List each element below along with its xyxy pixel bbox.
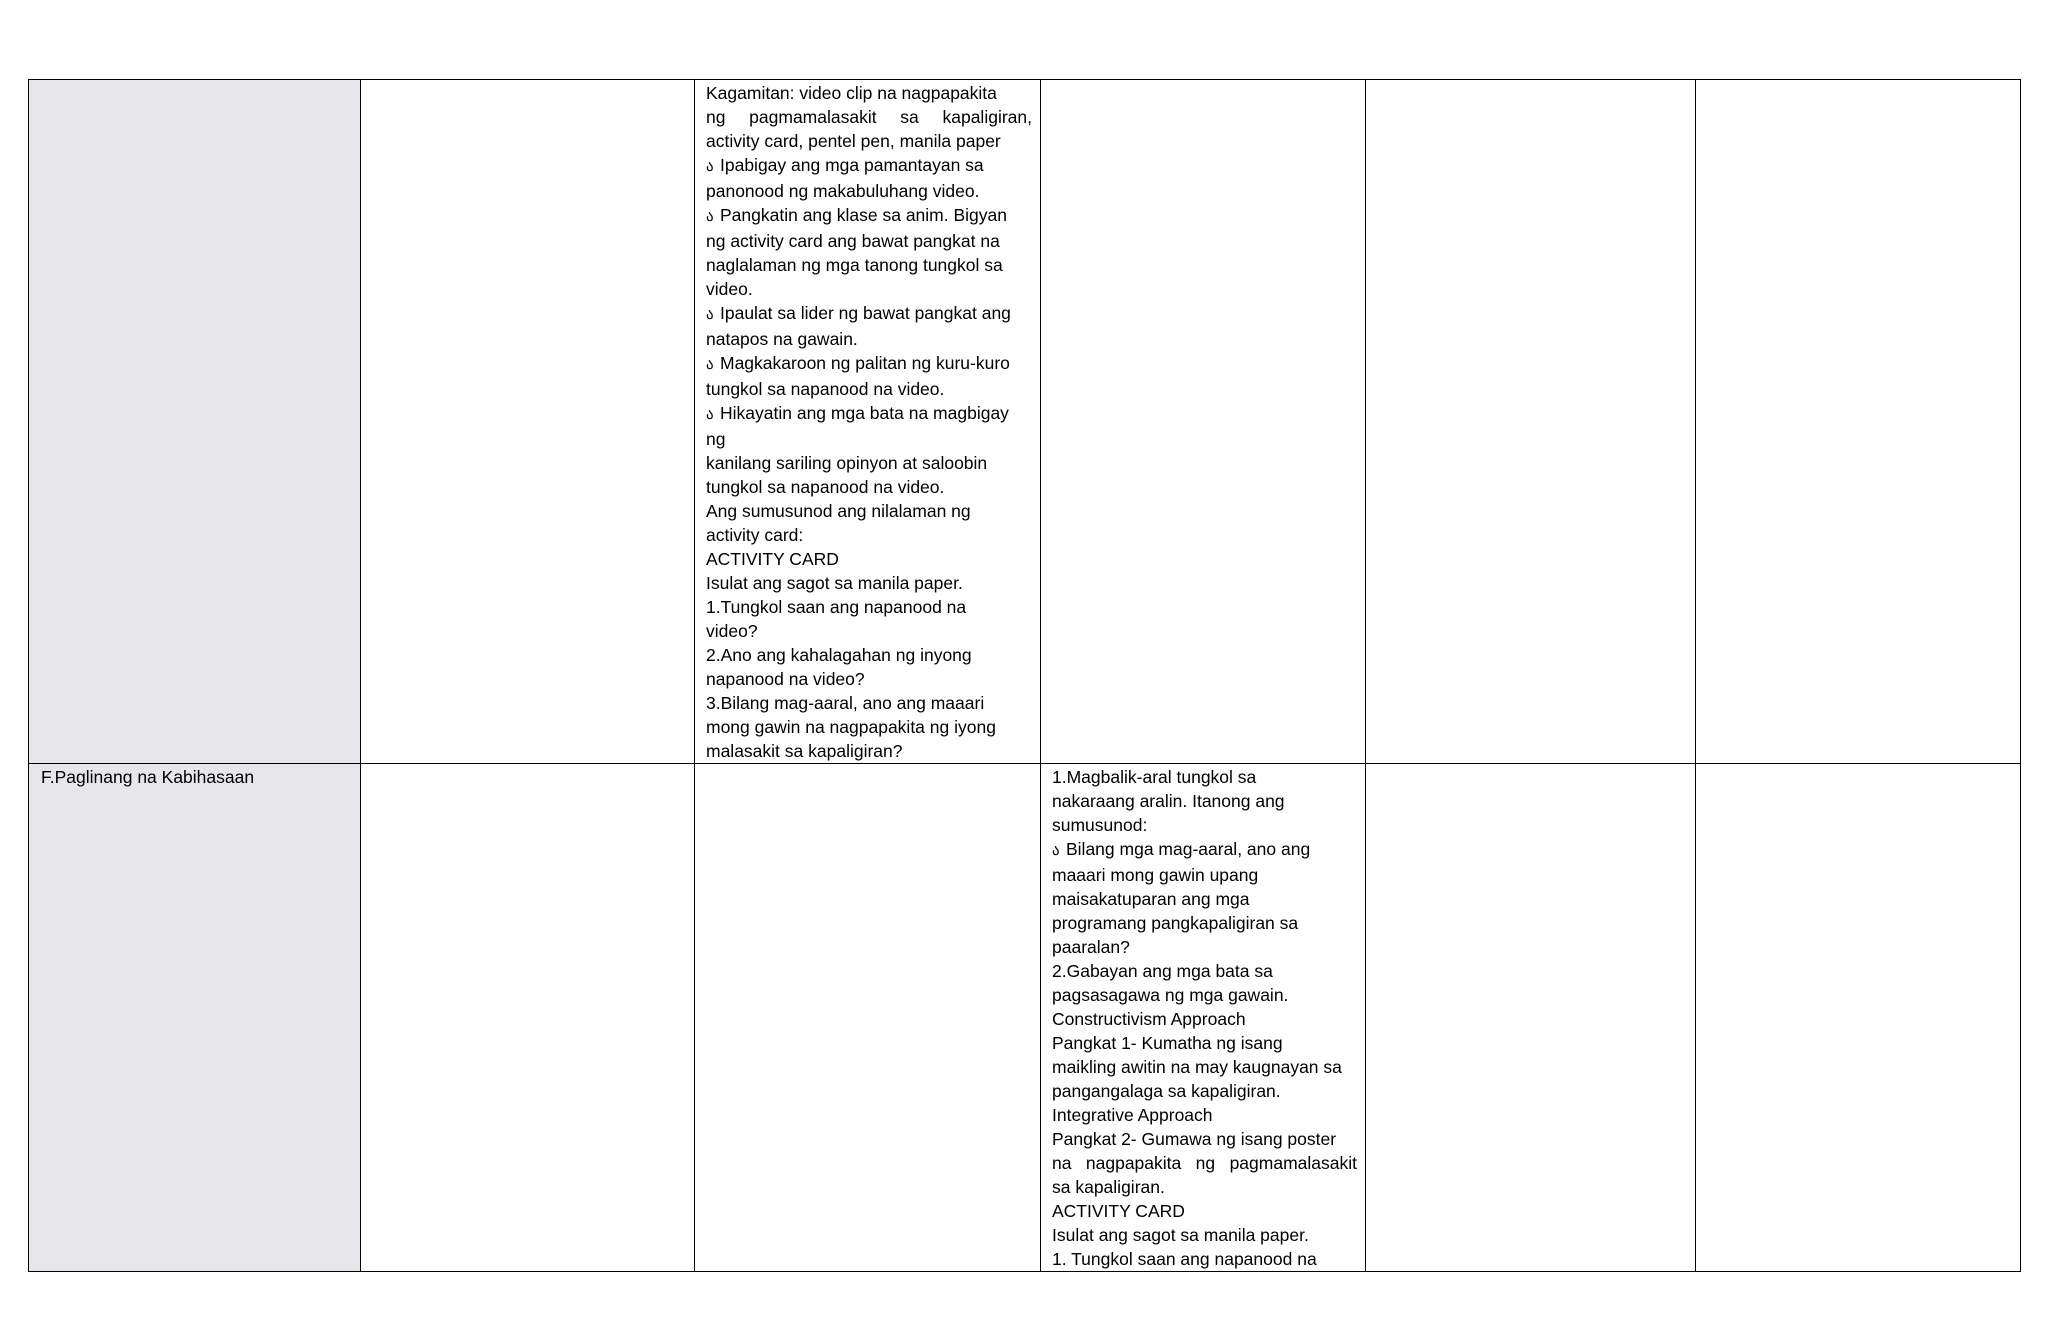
activity-text [695, 80, 1040, 763]
table-cell-activity [695, 80, 1041, 764]
line-text: tungkol sa napanood na video. [706, 379, 945, 399]
table-row [29, 80, 2021, 764]
text-line [706, 179, 1032, 203]
line-text: 2.Ano ang kahalagahan ng inyong [706, 645, 972, 665]
line-text: ACTIVITY CARD [706, 549, 839, 569]
line-text: maikling awitin na may kaugnayan sa [1052, 1057, 1342, 1077]
text-line [1052, 813, 1357, 837]
text-line [706, 81, 1032, 105]
text-line [706, 691, 1032, 715]
line-text: activity card, pentel pen, manila paper [706, 131, 1001, 151]
text-line [706, 619, 1032, 643]
text-line [706, 327, 1032, 351]
line-text: Isulat ang sagot sa manila paper. [1052, 1225, 1309, 1245]
text-line [1052, 837, 1357, 863]
bullet-icon: ა [1052, 842, 1060, 859]
text-line [706, 301, 1032, 327]
table-cell [695, 764, 1041, 1272]
row-label-cell [29, 80, 361, 764]
text-line [706, 715, 1032, 739]
row-label: F.Paglinang na Kabihasaan [41, 767, 255, 787]
line-text: tungkol sa napanood na video. [706, 477, 945, 497]
text-line [706, 153, 1032, 179]
activity-text [1041, 764, 1365, 1271]
line-text: malasakit sa kapaligiran? [706, 741, 903, 761]
line-text: ng [706, 429, 726, 449]
line-text: Kagamitan: video clip na nagpapakita [706, 83, 997, 103]
text-line [706, 547, 1032, 571]
line-text: Pangkatin ang klase sa anim. Bigyan [720, 205, 1007, 225]
bullet-icon: ა [706, 158, 714, 175]
text-line [706, 499, 1032, 523]
text-line [706, 739, 1032, 763]
lesson-plan-table [28, 79, 2021, 1272]
text-line [706, 451, 1032, 475]
text-line [1052, 1175, 1357, 1199]
line-text: napanood na video? [706, 669, 865, 689]
line-text: ng activity card ang bawat pangkat na [706, 231, 1000, 251]
text-line [1052, 1127, 1357, 1151]
table-cell [1366, 764, 1696, 1272]
line-text: 1. Tungkol saan ang napanood na [1052, 1249, 1317, 1269]
line-text: natapos na gawain. [706, 329, 858, 349]
text-line [706, 351, 1032, 377]
text-line [706, 571, 1032, 595]
line-text: Hikayatin ang mga bata na magbigay [720, 403, 1009, 423]
line-text: mong gawin na nagpapakita ng iyong [706, 717, 996, 737]
line-text: Integrative Approach [1052, 1105, 1213, 1125]
text-line [1052, 1247, 1357, 1271]
line-text: Ang sumusunod ang nilalaman ng [706, 501, 971, 521]
table-cell [1696, 80, 2021, 764]
line-text: Ipaulat sa lider ng bawat pangkat ang [720, 303, 1011, 323]
text-line [1052, 1079, 1357, 1103]
line-text: programang pangkapaligiran sa [1052, 913, 1299, 933]
line-text: maisakatuparan ang mga [1052, 889, 1250, 909]
line-text: 1.Magbalik-aral tungkol sa [1052, 767, 1257, 787]
text-line [706, 377, 1032, 401]
text-line [1052, 1199, 1357, 1223]
line-text: Bilang mga mag-aaral, ano ang [1066, 839, 1311, 859]
text-line [706, 643, 1032, 667]
text-line [1052, 1103, 1357, 1127]
line-text: 1.Tungkol saan ang napanood na [706, 597, 967, 617]
line-text: pangangalaga sa kapaligiran. [1052, 1081, 1281, 1101]
line-text: Constructivism Approach [1052, 1009, 1246, 1029]
text-line [1052, 911, 1357, 935]
line-text: activity card: [706, 525, 804, 545]
line-text: 3.Bilang mag-aaral, ano ang maaari [706, 693, 985, 713]
text-line [1052, 1031, 1357, 1055]
text-line [706, 277, 1032, 301]
line-text: paaralan? [1052, 937, 1130, 957]
text-line [1052, 959, 1357, 983]
text-line [1052, 1151, 1357, 1175]
line-text: ng pagmamalasakit sa kapaligiran, [706, 107, 1032, 127]
line-text: nakaraang aralin. Itanong ang [1052, 791, 1285, 811]
text-line [1052, 863, 1357, 887]
text-line [1052, 887, 1357, 911]
row-label [29, 80, 360, 81]
row-label-cell [29, 764, 361, 1272]
text-line [1052, 983, 1357, 1007]
table-row [29, 764, 2021, 1272]
line-text: na nagpapakita ng pagmamalasakit [1052, 1153, 1357, 1173]
text-line [706, 129, 1032, 153]
text-line [706, 475, 1032, 499]
line-text: sa kapaligiran. [1052, 1177, 1165, 1197]
table-cell-activity [1041, 764, 1366, 1272]
text-line [706, 203, 1032, 229]
bullet-icon: ა [706, 208, 714, 225]
text-line [1052, 1055, 1357, 1079]
line-text: 2.Gabayan ang mga bata sa [1052, 961, 1273, 981]
line-text: maaari mong gawin upang [1052, 865, 1259, 885]
text-line [1052, 1223, 1357, 1247]
line-text: Isulat ang sagot sa manila paper. [706, 573, 963, 593]
text-line [1052, 1007, 1357, 1031]
bullet-icon: ა [706, 356, 714, 373]
text-line [1052, 765, 1357, 789]
text-line [706, 401, 1032, 427]
bullet-icon: ა [706, 306, 714, 323]
text-line [706, 229, 1032, 253]
text-line [706, 105, 1032, 129]
line-text: Magkakaroon ng palitan ng kuru-kuro [720, 353, 1010, 373]
text-line [1052, 935, 1357, 959]
text-line [706, 427, 1032, 451]
line-text: sumusunod: [1052, 815, 1148, 835]
line-text: naglalaman ng mga tanong tungkol sa [706, 255, 1003, 275]
line-text: panonood ng makabuluhang video. [706, 181, 980, 201]
line-text: video? [706, 621, 758, 641]
line-text: kanilang sariling opinyon at saloobin [706, 453, 988, 473]
table-cell [1696, 764, 2021, 1272]
text-line [1052, 789, 1357, 813]
line-text: Pangkat 1- Kumatha ng isang [1052, 1033, 1283, 1053]
line-text: ACTIVITY CARD [1052, 1201, 1185, 1221]
text-line [706, 667, 1032, 691]
line-text: Pangkat 2- Gumawa ng isang poster [1052, 1129, 1337, 1149]
table-cell [1041, 80, 1366, 764]
line-text: pagsasagawa ng mga gawain. [1052, 985, 1289, 1005]
bullet-icon: ა [706, 406, 714, 423]
line-text: Ipabigay ang mga pamantayan sa [720, 155, 984, 175]
text-line [706, 253, 1032, 277]
table-cell [361, 80, 695, 764]
line-text: video. [706, 279, 753, 299]
table-cell [1366, 80, 1696, 764]
text-line [706, 523, 1032, 547]
text-line [706, 595, 1032, 619]
table-cell [361, 764, 695, 1272]
